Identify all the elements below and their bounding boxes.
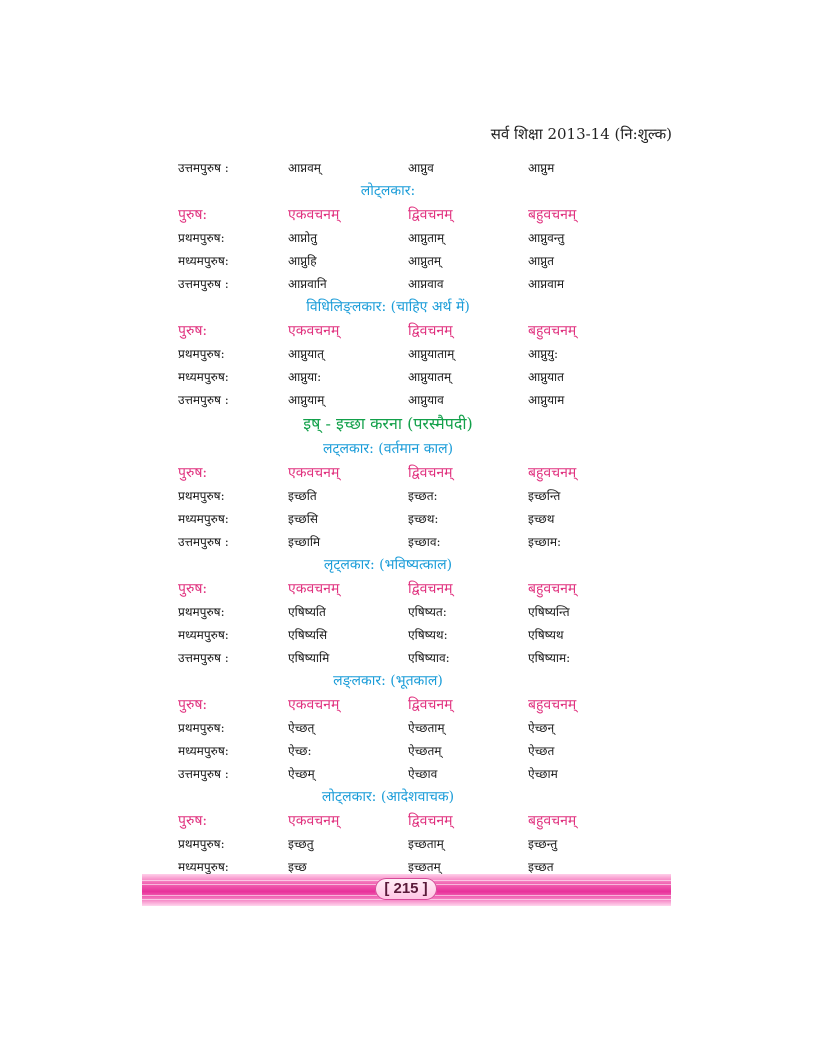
table-row xyxy=(178,272,598,295)
table-row xyxy=(178,530,598,553)
verb-form: आप्नवाव xyxy=(408,277,444,291)
person-label: प्रथमपुरुष: xyxy=(178,605,225,619)
column-header: पुरुष: xyxy=(178,697,208,713)
verb-form: एषिष्याम: xyxy=(528,651,571,665)
verb-form: इच्छथ xyxy=(528,512,555,526)
verb-form: ऐच्छाव xyxy=(408,767,438,781)
verb-form: इच्छतु xyxy=(288,837,314,851)
verb-form: ऐच्छतम् xyxy=(408,744,442,758)
person-label: उत्तमपुरुष : xyxy=(178,767,229,781)
verb-form: इच्छति xyxy=(288,489,317,503)
person-label: प्रथमपुरुष: xyxy=(178,837,225,851)
table-row xyxy=(178,507,598,530)
table-row xyxy=(178,365,598,388)
table-row xyxy=(178,762,598,785)
table-row xyxy=(178,623,598,646)
column-header: द्विवचनम् xyxy=(408,697,453,713)
verb-form: ऐच्छन् xyxy=(528,721,555,735)
column-header: एकवचनम् xyxy=(288,465,340,481)
table-row xyxy=(178,156,598,179)
verb-form: एषिष्यति xyxy=(288,605,326,619)
column-header: पुरुष: xyxy=(178,323,208,339)
verb-form: ऐच्छम् xyxy=(288,767,315,781)
table-header-row xyxy=(178,693,598,716)
column-header: द्विवचनम् xyxy=(408,813,453,829)
verb-form: ऐच्छताम् xyxy=(408,721,445,735)
verb-form: एषिष्यथ: xyxy=(408,628,448,642)
verb-form: इच्छन्तु xyxy=(528,837,558,851)
table-header-row xyxy=(178,577,598,600)
verb-form: आप्नुयाम् xyxy=(288,393,325,407)
column-header: पुरुष: xyxy=(178,581,208,597)
page-header: सर्व शिक्षा 2013-14 (नि:शुल्क) xyxy=(490,125,672,143)
person-label: उत्तमपुरुष : xyxy=(178,277,229,291)
verb-form: एषिष्यसि xyxy=(288,628,328,642)
table-row xyxy=(178,832,598,855)
verb-form: आप्नुव xyxy=(408,161,434,175)
section-title: इष् - इच्छा करना (परस्मैपदी) xyxy=(303,414,473,433)
verb-form: एषिष्यत: xyxy=(408,605,447,619)
verb-form: आप्नुयाव xyxy=(408,393,444,407)
table-row xyxy=(178,388,598,411)
verb-form: इच्छत xyxy=(528,860,554,874)
table-row xyxy=(178,226,598,249)
table-row xyxy=(178,600,598,623)
footer-band xyxy=(142,874,671,906)
column-header: एकवचनम् xyxy=(288,581,340,597)
person-label: मध्यमपुरुष: xyxy=(178,628,229,642)
table-row xyxy=(178,716,598,739)
table-row xyxy=(178,646,598,669)
verb-form: आप्नुयाताम् xyxy=(408,347,455,361)
verb-form: इच्छन्ति xyxy=(528,489,561,503)
verb-form: ऐच्छत् xyxy=(288,721,315,735)
column-header: बहुवचनम् xyxy=(528,323,577,339)
verb-form: आप्नुतम् xyxy=(408,254,442,268)
table-header-row xyxy=(178,203,598,226)
column-header: द्विवचनम् xyxy=(408,465,453,481)
section-title: विधिलिङ्लकार: (चाहिए अर्थ में) xyxy=(306,299,470,315)
verb-form: आप्नुत xyxy=(528,254,554,268)
column-header: पुरुष: xyxy=(178,207,208,223)
verb-form: इच्छत: xyxy=(408,489,438,503)
verb-form: इच्छाव: xyxy=(408,535,441,549)
table-header-row xyxy=(178,319,598,342)
column-header: एकवचनम् xyxy=(288,813,340,829)
verb-form: एषिष्यथ xyxy=(528,628,564,642)
table-header-row xyxy=(178,461,598,484)
column-header: बहुवचनम् xyxy=(528,207,577,223)
section-title: लोट्लकार: (आदेशवाचक) xyxy=(321,789,455,805)
verb-form: आप्नवम् xyxy=(288,161,321,175)
conjugation-tables xyxy=(178,156,598,878)
verb-form: एषिष्यामि xyxy=(288,651,330,665)
verb-form: आप्नुम xyxy=(528,161,555,175)
person-label: मध्यमपुरुष: xyxy=(178,370,229,384)
person-label: मध्यमपुरुष: xyxy=(178,860,229,874)
person-label: प्रथमपुरुष: xyxy=(178,489,225,503)
column-header: बहुवचनम् xyxy=(528,465,577,481)
person-label: प्रथमपुरुष: xyxy=(178,231,225,245)
column-header: द्विवचनम् xyxy=(408,581,453,597)
table-row xyxy=(178,342,598,365)
section-title: लृट्लकार: (भविष्यत्काल) xyxy=(323,557,453,573)
person-label: मध्यमपुरुष: xyxy=(178,254,229,268)
person-label: मध्यमपुरुष: xyxy=(178,512,229,526)
verb-form: इच्छताम् xyxy=(408,837,444,851)
verb-form: एषिष्यन्ति xyxy=(528,605,570,619)
person-label: उत्तमपुरुष : xyxy=(178,651,229,665)
verb-form: आप्नुयु: xyxy=(528,347,559,361)
section-title: लट्लकार: (वर्तमान काल) xyxy=(322,441,454,457)
verb-form: ऐच्छ: xyxy=(288,744,312,758)
person-label: प्रथमपुरुष: xyxy=(178,721,225,735)
person-label: प्रथमपुरुष: xyxy=(178,347,225,361)
section-title: लोट्लकार: xyxy=(360,183,416,199)
verb-form: आप्नुयात xyxy=(528,370,565,384)
table-row xyxy=(178,484,598,507)
verb-form: आप्नोतु xyxy=(288,231,318,245)
person-label: उत्तमपुरुष : xyxy=(178,161,229,175)
section-title: लङ्लकार: (भूतकाल) xyxy=(333,673,443,689)
column-header: बहुवचनम् xyxy=(528,697,577,713)
column-header: द्विवचनम् xyxy=(408,323,453,339)
page-number: [ 215 ] xyxy=(375,878,437,900)
column-header: पुरुष: xyxy=(178,813,208,829)
column-header: बहुवचनम् xyxy=(528,813,577,829)
verb-form: ऐच्छाम xyxy=(528,767,558,781)
verb-form: इच्छथ: xyxy=(408,512,439,526)
verb-form: आप्नुताम् xyxy=(408,231,445,245)
person-label: उत्तमपुरुष : xyxy=(178,393,229,407)
verb-form: एषिष्याव: xyxy=(408,651,450,665)
verb-form: इच्छाम: xyxy=(528,535,562,549)
verb-form: आप्नुयात् xyxy=(288,347,325,361)
column-header: पुरुष: xyxy=(178,465,208,481)
verb-form: ऐच्छत xyxy=(528,744,555,758)
verb-form: आप्नवाम xyxy=(528,277,565,291)
person-label: उत्तमपुरुष : xyxy=(178,535,229,549)
verb-form: आप्नुवन्तु xyxy=(528,231,565,245)
column-header: एकवचनम् xyxy=(288,323,340,339)
verb-form: आप्नुया: xyxy=(288,370,322,384)
verb-form: इच्छ xyxy=(288,860,307,874)
verb-form: इच्छतम् xyxy=(408,860,441,874)
verb-form: आप्नवानि xyxy=(288,277,327,291)
verb-form: आप्नुहि xyxy=(288,254,317,268)
column-header: द्विवचनम् xyxy=(408,207,453,223)
verb-form: आप्नुयातम् xyxy=(408,370,452,384)
table-row xyxy=(178,739,598,762)
table-header-row xyxy=(178,809,598,832)
column-header: एकवचनम् xyxy=(288,697,340,713)
column-header: एकवचनम् xyxy=(288,207,340,223)
verb-form: इच्छसि xyxy=(288,512,318,526)
person-label: मध्यमपुरुष: xyxy=(178,744,229,758)
verb-form: आप्नुयाम xyxy=(528,393,565,407)
column-header: बहुवचनम् xyxy=(528,581,577,597)
verb-form: इच्छामि xyxy=(288,535,321,549)
table-row xyxy=(178,249,598,272)
